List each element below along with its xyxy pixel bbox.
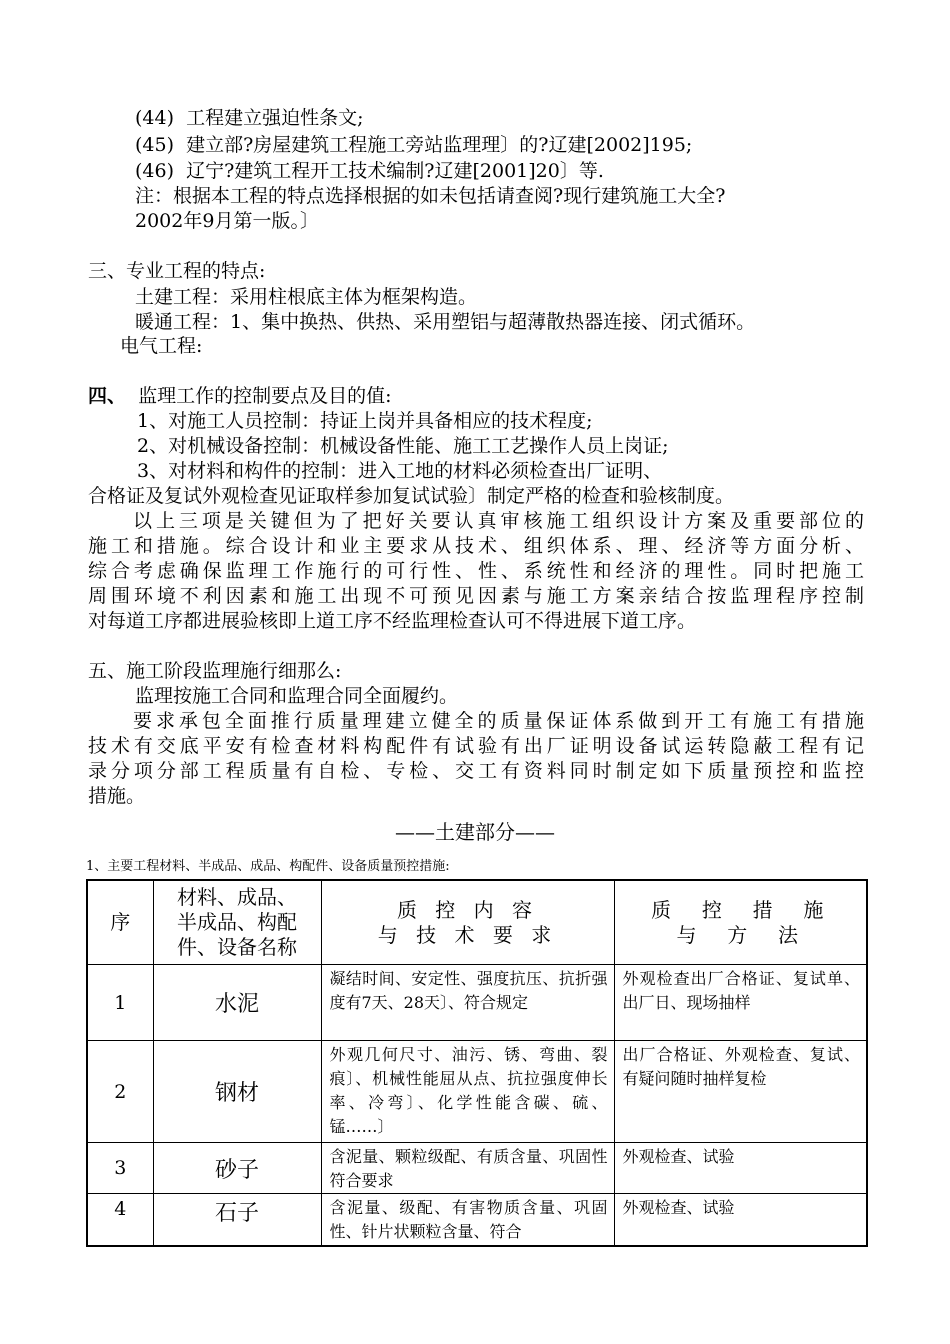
paragraph-line: 周围环境不利因素和施工出现不可预见因素与施工方案亲结合按监理程序控制 [88, 585, 864, 607]
row-content: 凝结时间、安定性、强度抗压、抗折强度有7天、28天〕、符合规定 [321, 965, 614, 1041]
reference-text: 辽宁?建筑工程开工技术编制?辽建[2001]20〕等. [186, 160, 604, 182]
table-row [87, 965, 867, 1041]
paragraph-line: 录分项分部工程质量有自检、专检、交工有资料同时制定如下质量预控和监控 [88, 760, 864, 782]
section-heading: 三、专业工程的特点: [88, 260, 266, 282]
row-content [321, 1194, 614, 1246]
header-content-line: 质 控 内 容 [396, 897, 539, 922]
table-header-row [87, 880, 867, 965]
header-material-line: 件、设备名称 [177, 935, 297, 959]
row-material: 石子 [153, 1194, 321, 1246]
row-seq: 3 [87, 1143, 153, 1194]
row-material: 水泥 [153, 965, 321, 1041]
header-measures-line: 质 控 措 施 [651, 897, 830, 922]
reference-number: (45) [135, 134, 175, 156]
table-caption: 1、主要工程材料、半成品、成品、构配件、设备质量预控措施: [86, 859, 450, 874]
quality-control-table [86, 879, 868, 1247]
header-measures-line: 与 方 法 [676, 922, 804, 947]
row-material: 钢材 [153, 1041, 321, 1143]
row-measures: 出厂合格证、外观检查、复试、有疑问随时抽样复检 [614, 1041, 867, 1143]
paragraph-line: 土建工程：采用柱根底主体为框架构造。 [135, 286, 478, 308]
paragraph-line: 1、对施工人员控制：持证上岗并具备相应的技术程度; [137, 410, 593, 432]
reference-item [135, 133, 692, 157]
row-content: 含泥量、颗粒级配、有质含量、巩固性符合要求 [321, 1143, 614, 1194]
row-seq: 1 [87, 965, 153, 1041]
section-number: 四、 [88, 385, 127, 407]
table-row [87, 1041, 867, 1143]
paragraph-line: 以上三项是关键但为了把好关要认真审核施工组织设计方案及重要部位的 [133, 510, 864, 532]
header-content [321, 880, 614, 965]
table-row [87, 1143, 867, 1194]
paragraph-line: 电气工程: [120, 335, 203, 357]
note-line: 注：根据本工程的特点选择根据的如未包括请查阅?现行建筑施工大全? [135, 185, 726, 207]
section-divider-title: ——土建部分—— [395, 820, 555, 844]
paragraph-line: 合格证及复试外观检查见证取样参加复试试验〕制定严格的检查和验核制度。 [88, 485, 735, 507]
header-material-line: 材料、成品、 [177, 885, 297, 909]
header-seq: 序 [87, 880, 153, 965]
row-seq: 2 [87, 1041, 153, 1143]
table-row [87, 1194, 867, 1246]
paragraph-line: 措施。 [88, 785, 146, 807]
header-material-line: 半成品、构配 [177, 910, 297, 934]
paragraph-line: 监理按施工合同和监理合同全面履约。 [135, 685, 459, 707]
paragraph-line: 3、对材料和构件的控制：进入工地的材料必须检查出厂证明、 [137, 460, 663, 482]
header-content-line: 与 技 术 要 求 [377, 922, 558, 947]
row-measures: 外观检查出厂合格证、复试单、出厂日、现场抽样 [614, 965, 867, 1041]
row-content-text: 含泥量、级配、有害物质含量、巩固性、针片状颗粒含量、符合 [329, 1198, 608, 1241]
paragraph-line: 施工和措施。综合设计和业主要求从技术、组织体系、理、经济等方面分析、 [88, 535, 864, 557]
row-seq: 4 [87, 1194, 153, 1246]
reference-number: (44) [135, 107, 175, 129]
paragraph-line: 对每道工序都进展验核即上道工序不经监理检查认可不得进展下道工序。 [88, 610, 697, 632]
reference-number: (46) [135, 160, 175, 182]
reference-item [135, 159, 604, 183]
row-material: 砂子 [153, 1143, 321, 1194]
row-measures: 外观检查、试验 [614, 1143, 867, 1194]
reference-text: 建立部?房屋建筑工程施工旁站监理理〕的?辽建[2002]195; [186, 134, 693, 156]
row-content: 外观几何尺寸、油污、锈、弯曲、裂痕〕、机械性能屈从点、抗拉强度伸长率、冷弯〕、化学性能含碳、硫、锰……〕 [321, 1041, 614, 1143]
reference-item [135, 106, 364, 130]
header-measures [614, 880, 867, 965]
row-measures: 外观检查、试验 [614, 1194, 867, 1246]
section-title: 监理工作的控制要点及目的值: [138, 385, 392, 407]
paragraph-line: 要求承包全面推行质量理建立健全的质量保证体系做到开工有施工有措施 [133, 710, 864, 732]
paragraph-line: 综合考虑确保监理工作施行的可行性、性、系统性和经济的理性。同时把施工 [88, 560, 864, 582]
note-line: 2002年9月第一版。〕 [135, 210, 319, 232]
paragraph-line: 技术有交底平安有检查材料构配件有试验有出厂证明设备试运转隐蔽工程有记 [88, 735, 864, 757]
section-heading: 五、施工阶段监理施行细那么: [88, 660, 342, 682]
reference-text: 工程建立强迫性条文; [186, 107, 364, 129]
section-heading [88, 384, 392, 408]
paragraph-line: 2、对机械设备控制：机械设备性能、施工工艺操作人员上岗证; [137, 435, 669, 457]
header-material [153, 880, 321, 965]
paragraph-line: 暖通工程：1、集中换热、供热、采用塑铝与超薄散热器连接、闭式循环。 [135, 311, 756, 333]
